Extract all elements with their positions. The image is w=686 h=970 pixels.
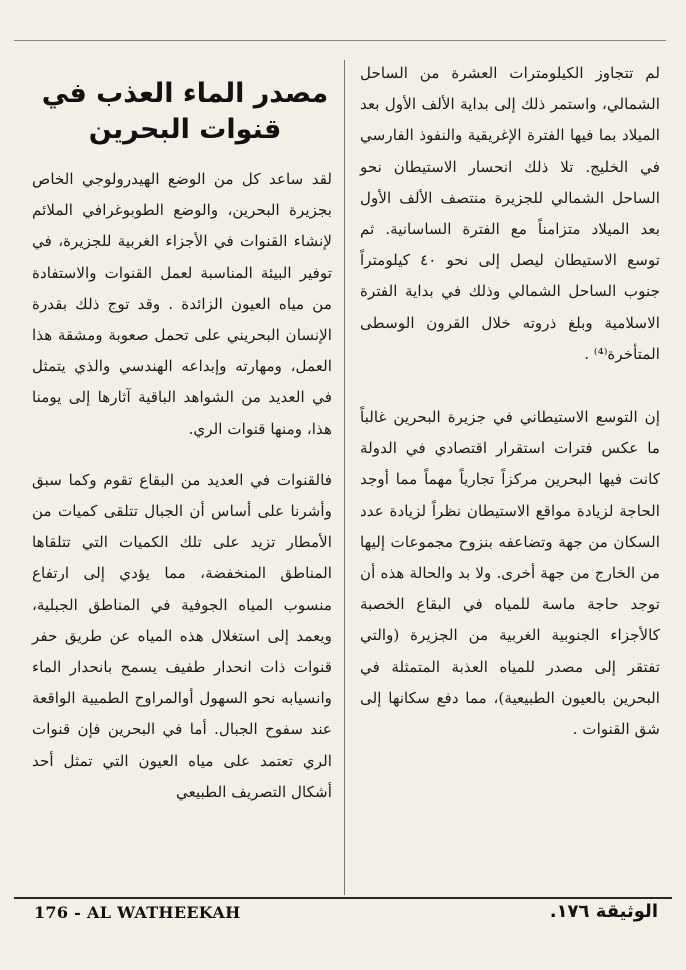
right-paragraph-1: لم تتجاوز الكيلومترات العشرة من الساحل الشمالي، واستمر ذلك إلى بداية الألف الأول بعد الميلاد بما فيها الفترة الإغريقية والنفوذ الفارسي في الخليج. تلا ذلك انحسار الاستيطان نحو الساحل الشمالي للجزيرة منتصف الألف الأول بعد الميلاد متزامناً مع الفترة الساسانية. ثم توسع الاستيطان ليصل إلى نحو ٤٠ كيلومتراً جنوب الساحل الشمالي وذلك في بداية الفترة الاسلامية وبلغ ذروته خلال القرون الوسطى المتأخرة⁽⁴⁾ . — [360, 64, 660, 363]
right-column — [360, 58, 660, 745]
footer-page-label-ar: الوثيقة ١٧٦. — [549, 901, 658, 922]
left-paragraph-2: فالقنوات في العديد من البقاع تقوم وكما سبق وأشرنا على أساس أن الجبال تتلقى كميات من الأمطار تزيد على تلك الكميات التي تتلقاها المناطق المنخفضة، مما يؤدي إلى ارتفاع منسوب المياه الجوفية في المناطق الجبلية، ويعمد إلى استغلال هذه المياه عن طريق حفر قنوات ذات انحدار طفيف يسمح بانحدار الماء وانسيابه نحو السهول أوالمراوح الطميية الواقعة عند سفوح الجبال. أما في البحرين فإن قنوات الري تعتمد على مياه العيون التي تمثل أحد أشكال التصريف الطبيعي — [32, 470, 332, 801]
left-paragraph-1: لقد ساعد كل من الوضع الهيدرولوجي الخاص بجزيرة البحرين، والوضع الطوبوغرافي الملائم لإنشاء القنوات في الأجزاء الغربية للجزيرة، في توفير البيئة المناسبة لعمل القنوات والاستفادة من مياه العيون الزائدة . وقد توج ذلك بقدرة الإنسان البحريني على تحمل صعوبة ومشقة هذا العمل، ومهارته وإبداعه الهندسي والذي يتمثل في العديد من الشواهد الباقية آثارها إلى يومنا هذا، ومنها قنوات الري. — [32, 170, 332, 438]
right-paragraph-2: إن التوسع الاستيطاني في جزيرة البحرين غالباً ما عكس فترات استقرار اقتصادي في الدولة كانت فيها البحرين مركزاً تجارياً مهماً مما أوجد الحاجة لزيادة مواقع الاستيطان نظراً لزيادة عدد السكان من جهة وتضاعفه بنزوح مجموعات إليها من الخارج من جهة أخرى. ولا بد والحالة هذه أن توجد حاجة ماسة للمياه في البقاع الخصبة كالأجزاء الجنوبية الغربية من الجزيرة (والتي تفتقر إلى مصدر للمياه العذبة المتمثلة في البحرين بالعيون الطبيعية)، مما دفع سكانها إلى شق القنوات . — [360, 408, 660, 739]
article-title — [40, 76, 330, 148]
column-divider — [344, 60, 345, 895]
paragraph-gap — [360, 370, 660, 402]
footer-rule — [14, 897, 672, 899]
left-column — [32, 164, 332, 808]
paragraph-gap — [32, 445, 332, 465]
title-line-1: مصدر الماء العذب في — [41, 78, 329, 109]
title-line-2: قنوات البحرين — [88, 114, 282, 145]
footer-page-label-en: 176 - AL WATHEEKAH — [34, 903, 241, 922]
